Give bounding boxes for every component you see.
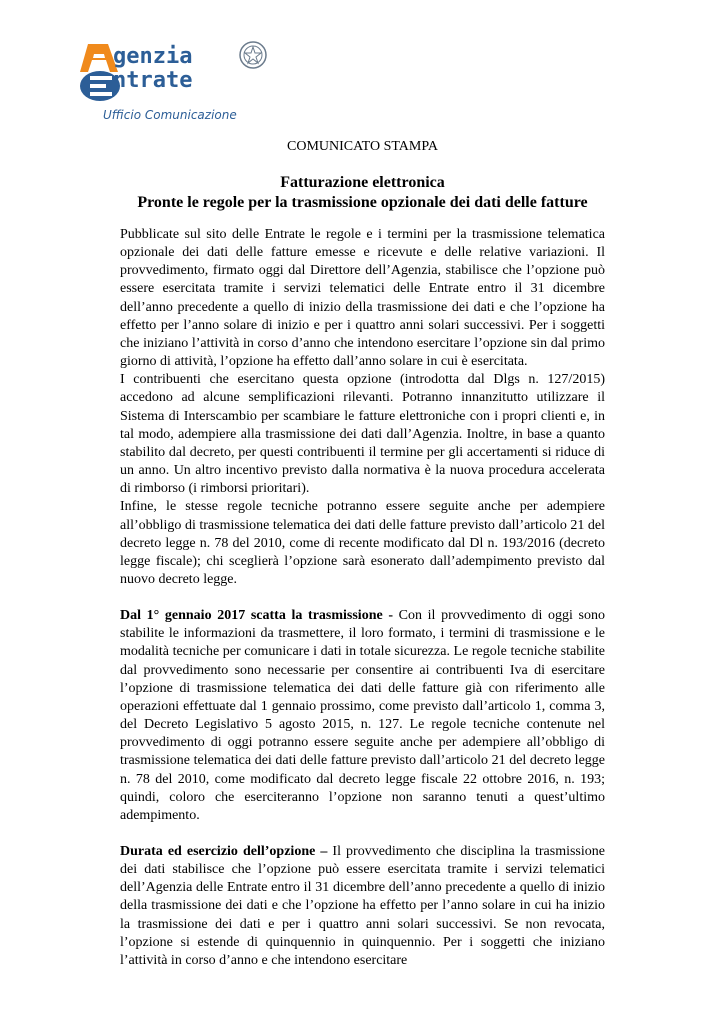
document-title — [100, 173, 625, 213]
logo-word-bottom: ntrate — [113, 68, 193, 93]
title-line-1: Fatturazione elettronica — [280, 174, 445, 191]
paragraph-text: I contribuenti che esercitano questa opzione (introdotta dal Dlgs n. 127/2015) accedono ad alcune semplificazioni rilevanti. Potranno innanzitutto utilizzare il Sistema di Interscambio per scambiare le fatture elettroniche con i propri clienti e, in tal modo, adempiere alla trasmissione dei dati dall’Agenzia. Inoltre, in base a quanto stabilito dal decreto, per questi contribuenti il termine per gli accertamenti si riduce di un anno. Un altro incentivo previsto dalla normativa è la nuova procedura accelerata di rimborso (i rimborsi prioritari). — [120, 372, 605, 497]
document-body — [120, 226, 605, 970]
paragraph-text: Pubblicate sul sito delle Entrate le regole e i termini per la trasmissione telematica opzionale dei dati delle fatture emesse e ricevute e delle relative variazioni. Il provvedimento, firmato oggi dal Direttore dell’Agenzia, stabilisce che l’opzione può essere esercitata tramite i servizi telematici delle Entrate entro il 31 dicembre dell’anno precedente a quello di inizio della trasmissione dei dati e che l’opzione ha effetto per l’anno solare di inizio e per i quattro anni solari successivi. Per i soggetti che iniziano l’attività in corso d’anno che intendono esercitare l’opzione sin dal primo giorno di attività, l’opzione ha effetto dall’anno solare in cui è esercitata. — [120, 227, 605, 370]
italian-republic-emblem-icon — [238, 40, 268, 70]
logo-letter-a: A — [86, 56, 87, 57]
paragraph-text: Il provvedimento che disciplina la trasmissione dei dati stabilisce che l’opzione può essere esercitata tramite i servizi telematici dell’Agenzia delle Entrate entro il 31 dicembre dell’anno precedente a quello di inizio della trasmissione dei dati e che l’opzione ha effetto per l’anno solare in cui ha inizio la trasmissione dei dati e per i quattro anni solari successivi. Se non revocata, l’opzione si estende di quinquennio in quinquennio. Per i soggetti che iniziano l’attività in corso d’anno e che intendono esercitare — [120, 844, 605, 968]
logo-word-top: genzia — [113, 44, 193, 69]
title-line-2: Pronte le regole per la trasmissione opzionale dei dati delle fatture — [137, 194, 588, 211]
logo-letter-e: E — [86, 86, 87, 87]
paragraph — [120, 371, 605, 498]
paragraph — [120, 226, 605, 371]
paragraph-text: Infine, le stesse regole tecniche potranno essere seguite anche per adempiere all’obbligo di trasmissione telematica dei dati delle fatture previsto dall’articolo 21 del decreto legge n. 78 del 2010, come di recente modificato dal Dl n. 193/2016 (decreto legge fiscale); chi sceglierà l’opzione sarà esonerato dall’adempimento previsto dal nuovo decreto legge. — [120, 499, 605, 587]
paragraph-text: Con il provvedimento di oggi sono stabilite le informazioni da trasmettere, il loro formato, i termini di trasmissione e le modalità tecniche per comunicare i dati in totale sicurezza. Le regole tecniche stabilite dal provvedimento sono necessarie per consentire ai contribuenti Iva di esercitare l’opzione di trasmissione telematica dei dati delle fatture già con riferimento alle operazioni effettuate dal 1 gennaio prossimo, come previsto dall’articolo 1, comma 3, del Decreto Legislativo 5 agosto 2015, n. 127. Le regole tecniche contenute nel provvedimento di oggi potranno essere seguite anche per adempiere all’obbligo di trasmissione telematica dei dati delle fatture previsto dall’articolo 21 del decreto legge n. 78 del 2010, come modificato dal decreto legge fiscale 22 ottobre 2016, n. 193; quindi, coloro che eserciteranno l’opzione non saranno tenuti a quest’ultimo adempimento. — [120, 608, 605, 823]
paragraph — [120, 607, 605, 825]
paragraph — [120, 498, 605, 589]
paragraph — [120, 843, 605, 970]
agenzia-entrate-logo — [78, 38, 263, 108]
paragraph-lead: Dal 1° gennaio 2017 scatta la trasmissione - — [120, 608, 394, 624]
office-name: Ufficio Comunicazione — [103, 108, 237, 122]
paragraph-lead: Durata ed esercizio dell’opzione – — [120, 844, 328, 859]
press-release-kicker: COMUNICATO STAMPA — [287, 139, 438, 154]
